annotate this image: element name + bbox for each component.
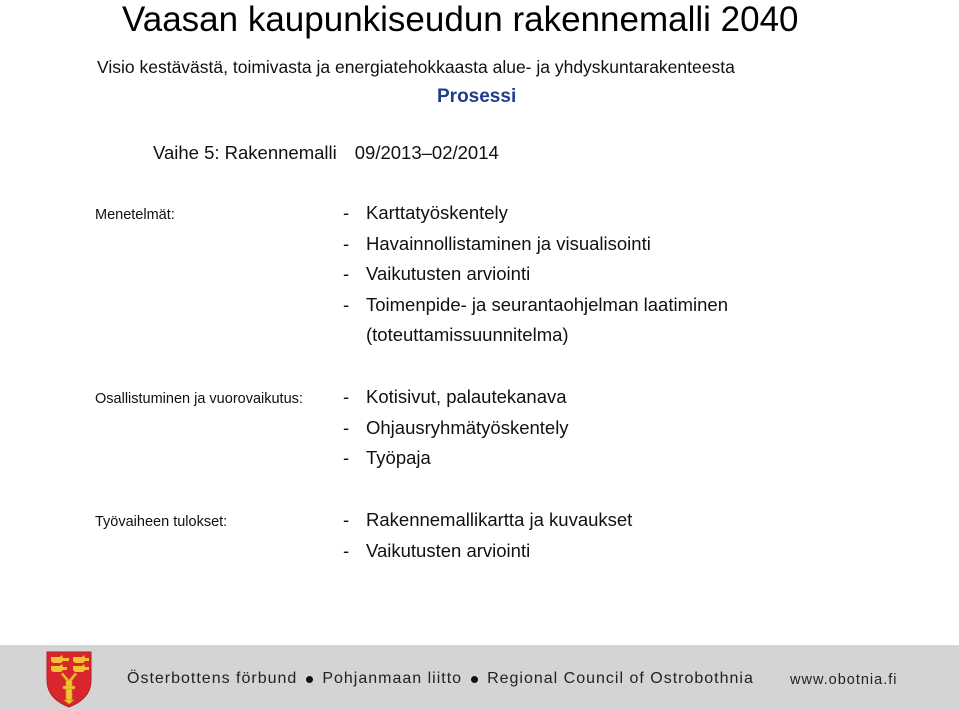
footer-organizations	[127, 669, 754, 689]
list-item-text: Vaikutusten arviointi	[366, 263, 531, 284]
list-marker: -	[343, 232, 350, 254]
section-label-methods: Menetelmät:	[95, 207, 175, 223]
results-list	[343, 505, 632, 566]
phase-label: Vaihe 5: Rakennemalli	[153, 142, 337, 163]
list-item	[343, 536, 632, 567]
footer-website-link[interactable]: www.obotnia.fi	[790, 672, 898, 688]
list-item	[343, 259, 728, 290]
footer-org-swedish: Österbottens förbund	[127, 670, 298, 687]
phase-dates: 09/2013–02/2014	[354, 142, 499, 163]
list-item	[343, 229, 728, 260]
page-subtitle: Visio kestävästä, toimivasta ja energiatehokkaasta alue- ja yhdyskuntarakenteesta	[97, 57, 735, 77]
list-item	[343, 413, 569, 444]
list-item-text: Havainnollistaminen ja visualisointi	[366, 232, 651, 254]
list-item	[343, 443, 569, 474]
section-label-participation: Osallistuminen ja vuorovaikutus:	[95, 391, 303, 407]
list-marker: -	[343, 416, 350, 438]
list-marker: -	[343, 386, 350, 407]
list-item-continuation	[343, 320, 728, 351]
footer-separator-dot	[471, 676, 478, 683]
list-marker: -	[343, 447, 350, 468]
list-marker: -	[343, 293, 350, 315]
list-item	[343, 198, 728, 229]
process-heading: Prosessi	[437, 86, 517, 107]
ostrobothnia-coat-of-arms-icon	[45, 650, 93, 708]
section-label-results: Työvaiheen tulokset:	[95, 514, 228, 530]
list-item-text: Työpaja	[366, 447, 431, 468]
footer-org-english: Regional Council of Ostrobothnia	[487, 670, 754, 687]
list-item-text: (toteuttamissuunnitelma)	[366, 324, 569, 345]
footer-org-finnish: Pohjanmaan liitto	[322, 670, 463, 687]
list-item	[343, 505, 632, 536]
list-item-text: Rakennemallikartta ja kuvaukset	[366, 509, 633, 530]
list-marker: -	[343, 202, 350, 223]
footer-bar	[0, 645, 959, 709]
list-marker: -	[343, 509, 350, 530]
list-marker: -	[343, 263, 350, 284]
list-item	[343, 382, 569, 413]
participation-list	[343, 382, 569, 474]
methods-list	[343, 198, 728, 351]
phase-line	[153, 141, 499, 165]
page-title: Vaasan kaupunkiseudun rakennemalli 2040	[122, 0, 799, 39]
list-marker: -	[343, 539, 350, 561]
list-item-text: Vaikutusten arviointi	[366, 539, 531, 561]
list-item-text: Toimenpide- ja seurantaohjelman laatiminen	[366, 293, 728, 315]
list-item-text: Ohjausryhmätyöskentely	[366, 416, 569, 438]
list-item	[343, 290, 728, 321]
list-item-text: Kotisivut, palautekanava	[366, 386, 567, 407]
footer-separator-dot	[306, 676, 313, 683]
list-item-text: Karttatyöskentely	[366, 202, 508, 223]
